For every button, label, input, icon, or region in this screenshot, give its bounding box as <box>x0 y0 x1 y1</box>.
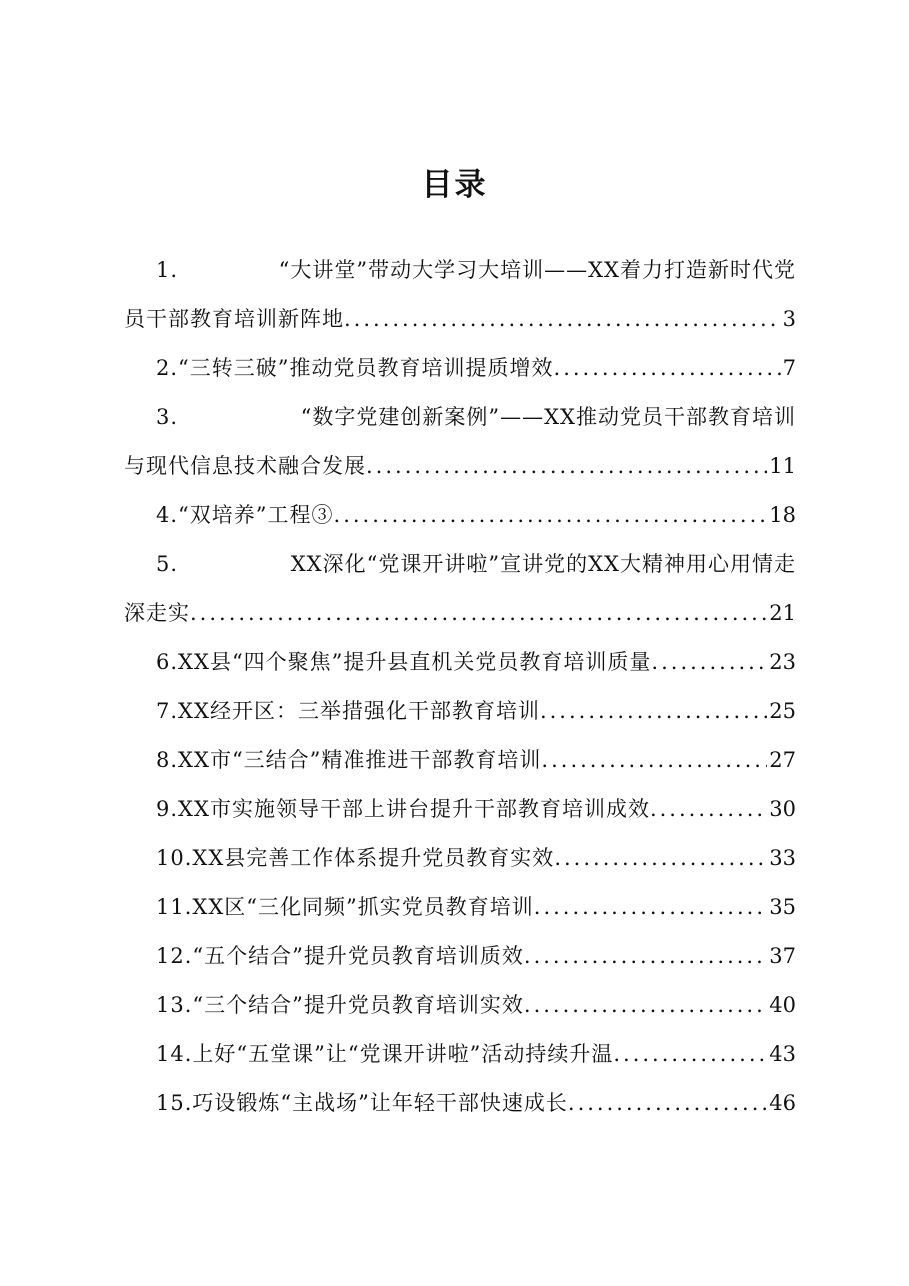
toc-entry[interactable] <box>124 540 796 638</box>
toc-page-number: 18 <box>769 503 796 527</box>
toc-entry-title: XX区“三化同频”抓实党员教育培训 <box>192 895 534 919</box>
toc-entry-line <box>124 393 796 442</box>
toc-leader-dots <box>540 687 767 736</box>
toc-leader-dots <box>650 785 767 834</box>
toc-entry-line <box>124 687 796 736</box>
toc-entry-title: 上好“五堂课”让“党课开讲啦”活动持续升温 <box>192 1042 614 1066</box>
toc-entry-title-cont: 深走实 <box>124 601 190 625</box>
toc-page-number: 35 <box>769 895 796 919</box>
toc-entry-title: XX经开区：三举措强化干部教育培训 <box>178 699 540 723</box>
toc-page-number: 33 <box>769 846 796 870</box>
toc-leader-dots <box>366 442 767 491</box>
toc-entry[interactable] <box>124 491 796 540</box>
toc-entry-title: XX市“三结合”精准推进干部教育培训 <box>178 748 542 772</box>
toc-entry[interactable] <box>124 785 796 834</box>
toc-page-number: 40 <box>769 993 796 1017</box>
toc-entry-line <box>124 1079 796 1128</box>
toc-page-number: 30 <box>769 797 796 821</box>
toc-entry[interactable] <box>124 344 796 393</box>
toc-entry-line <box>124 540 796 589</box>
toc-entry-line <box>124 785 796 834</box>
toc-entry-number: 3. <box>156 405 179 429</box>
toc-entry-number: 10. <box>156 846 193 870</box>
toc-entry[interactable] <box>124 932 796 981</box>
toc-entry-line <box>124 1030 796 1079</box>
toc-entry-number: 15. <box>156 1091 193 1115</box>
toc-entry[interactable] <box>124 687 796 736</box>
toc-entry-line <box>124 442 796 491</box>
toc-entry-title: XX县“四个聚焦”提升县直机关党员教育培训质量 <box>178 650 652 674</box>
toc-entry-line <box>124 344 796 393</box>
toc-entry-number: 4. <box>156 503 179 527</box>
toc-entry-line <box>124 491 796 540</box>
toc-leader-dots <box>541 736 767 785</box>
toc-page-number: 37 <box>769 944 796 968</box>
toc-entry-title: “三个结合”提升党员教育培训实效 <box>192 993 524 1017</box>
toc-leader-dots <box>190 589 767 638</box>
toc-entry-line <box>124 932 796 981</box>
toc-entry-line <box>124 883 796 932</box>
toc-entry-title: XX市实施领导干部上讲台提升干部教育培训成效 <box>178 797 650 821</box>
toc-entry-number: 11. <box>156 895 193 919</box>
toc-entry-line <box>124 834 796 883</box>
toc-entry[interactable] <box>124 1079 796 1128</box>
toc-page-number: 11 <box>769 454 796 478</box>
toc-leader-dots <box>524 932 767 981</box>
toc-leader-dots <box>554 834 767 883</box>
toc-page-number: 3 <box>782 307 796 331</box>
toc-page-number: 46 <box>769 1091 796 1115</box>
toc-entry-number: 13. <box>156 993 193 1017</box>
toc-entry-title-cont: 员干部教育培训新阵地 <box>124 307 344 331</box>
toc-entry-number: 5. <box>156 552 179 576</box>
toc-entry-line <box>124 295 796 344</box>
toc-entry[interactable] <box>124 638 796 687</box>
toc-page-number: 43 <box>769 1042 796 1066</box>
toc-entry-title: “三转三破”推动党员教育培训提质增效 <box>178 356 554 380</box>
toc-entry-title: “五个结合”提升党员教育培训质效 <box>192 944 524 968</box>
toc-list <box>124 246 796 1128</box>
toc-entry-number: 7. <box>156 699 179 723</box>
toc-entry-number: 1. <box>156 258 179 282</box>
toc-leader-dots <box>524 981 767 1030</box>
toc-entry-line <box>124 736 796 785</box>
toc-entry-line <box>124 638 796 687</box>
toc-entry[interactable] <box>124 393 796 491</box>
toc-entry-number: 12. <box>156 944 193 968</box>
toc-entry-number: 8. <box>156 748 179 772</box>
toc-entry[interactable] <box>124 834 796 883</box>
toc-entry-number: 14. <box>156 1042 193 1066</box>
toc-page-number: 7 <box>782 356 796 380</box>
toc-entry-number: 6. <box>156 650 179 674</box>
toc-entry-title: 巧设锻炼“主战场”让年轻干部快速成长 <box>192 1091 568 1115</box>
toc-page-number: 27 <box>769 748 796 772</box>
toc-entry[interactable] <box>124 736 796 785</box>
toc-leader-dots <box>554 344 781 393</box>
toc-entry[interactable] <box>124 1030 796 1079</box>
toc-entry[interactable] <box>124 883 796 932</box>
toc-leader-dots <box>334 491 768 540</box>
toc-leader-dots <box>568 1079 767 1128</box>
toc-leader-dots <box>651 638 767 687</box>
toc-entry-number: 9. <box>156 797 179 821</box>
toc-entry-title: XX深化“党课开讲啦”宣讲党的XX大精神用心用情走 <box>290 552 796 576</box>
toc-entry[interactable] <box>124 981 796 1030</box>
toc-page-number: 25 <box>769 699 796 723</box>
toc-entry-title: XX县完善工作体系提升党员教育实效 <box>192 846 555 870</box>
toc-entry-number: 2. <box>156 356 179 380</box>
toc-page-number: 21 <box>769 601 796 625</box>
toc-entry-title: “大讲堂”带动大学习大培训——XX着力打造新时代党 <box>278 258 796 282</box>
toc-leader-dots <box>534 883 767 932</box>
toc-entry-line <box>124 981 796 1030</box>
toc-entry[interactable] <box>124 246 796 344</box>
toc-entry-title-cont: 与现代信息技术融合发展 <box>124 454 366 478</box>
toc-leader-dots <box>613 1030 767 1079</box>
page-title: 目录 <box>421 167 488 203</box>
toc-entry-line <box>124 246 796 295</box>
toc-leader-dots <box>344 295 781 344</box>
toc-entry-title: “数字党建创新案例”——XX推动党员干部教育培训 <box>300 405 796 429</box>
toc-entry-title: “双培养”工程③ <box>178 503 334 527</box>
toc-entry-line <box>124 589 796 638</box>
toc-page-number: 23 <box>769 650 796 674</box>
